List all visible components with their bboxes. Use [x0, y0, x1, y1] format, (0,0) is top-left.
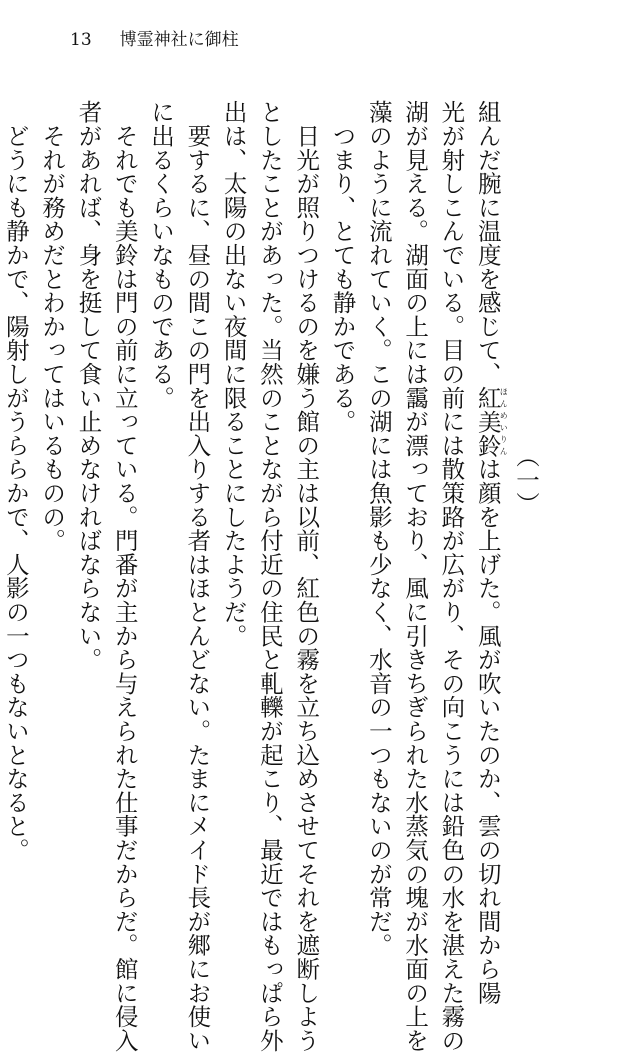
text-line-1-rest: は顔を上げた。風が吹いたのか、雲の切れ間から陽 — [473, 457, 502, 1005]
text-line-9: 要するに、昼の間この門を出入りする者はほとんどない。たまにメイド長が郷にお使い — [183, 100, 212, 1052]
text-line-3: 湖が見える。湖面の上には靄が漂っており、風に引きちぎられた水蒸気の塊が水面の上を — [401, 100, 430, 1052]
text-line-14: どうにも静かで、陽射しがうららかで、人影の一つもないとなると。 — [1, 100, 30, 862]
chapter-title: 博霊神社に御柱 — [119, 30, 239, 50]
text-line-1 — [469, 100, 509, 1005]
text-line-8: 出は、太陽の出ない夜間に限ることにしたようだ。 — [219, 100, 248, 648]
page-number: 13 — [70, 30, 92, 50]
text-line-12: 者があれば、身を挺して食い止めなければならない。 — [74, 100, 103, 672]
text-line-7: としたことがあった。当然のことながら付近の住民と軋轢が起こり、最近ではもっぱら外 — [255, 100, 284, 1052]
page-header — [70, 30, 239, 50]
text-line-5: つまり、とても静かである。 — [328, 100, 357, 434]
text-line-1-start: 組んだ腕に温度を感じて、 — [473, 100, 502, 386]
section-title: （一） — [512, 444, 540, 516]
body-text — [0, 100, 544, 1052]
text-line-2: 光が射しこんでいる。目の前には散策路が広がり、その向こうには鉛色の水を湛えた霧の — [437, 100, 466, 1052]
text-line-10: に出るくらいなものである。 — [147, 100, 176, 410]
character-name — [473, 385, 509, 458]
character-name-text: 紅美鈴 — [473, 385, 502, 458]
text-line-4: 藻のように流れていく。この湖には魚影も少なく、水音の一つもないのが常だ。 — [364, 100, 393, 957]
text-line-11: それでも美鈴は門の前に立っている。門番が主から与えられた仕事だからだ。館に侵入 — [110, 100, 139, 1052]
character-name-reading: ほんめいりん — [499, 385, 509, 457]
text-line-6: 日光が照りつけるのを嫌う館の主は以前、紅色の霧を立ち込めさせてそれを遮断しよう — [292, 100, 321, 1052]
text-line-13: それが務めだとわかってはいるものの。 — [38, 100, 67, 553]
